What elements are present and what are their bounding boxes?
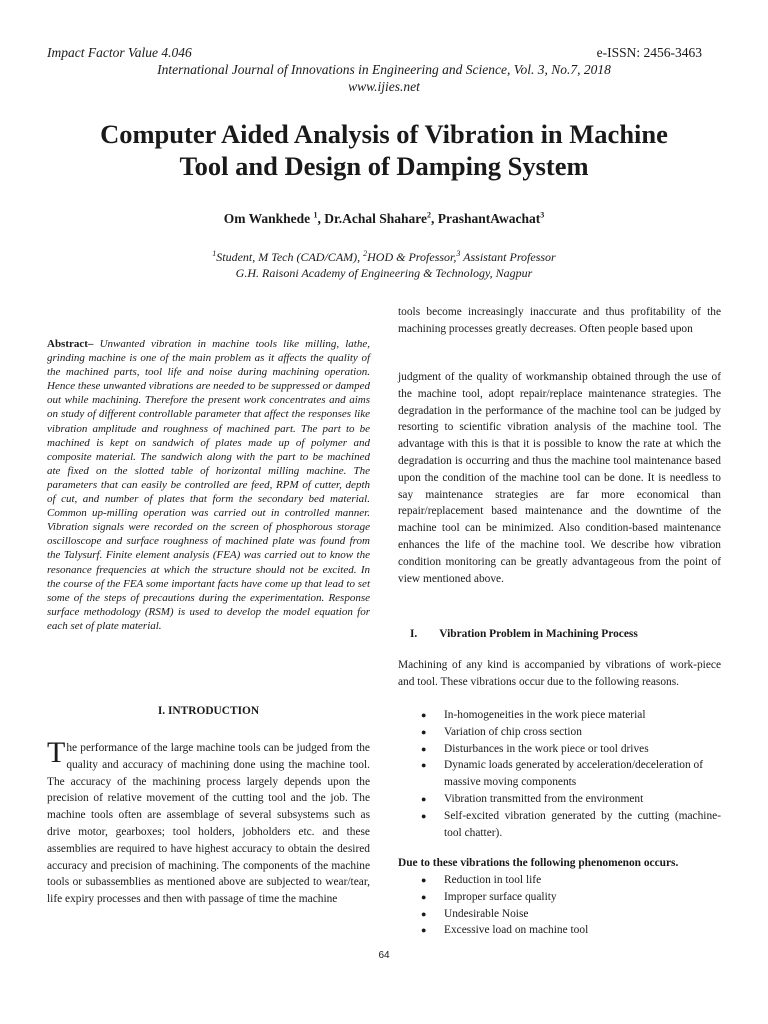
author-3-sup: 3 <box>540 210 545 220</box>
list-item: ● Undesirable Noise <box>398 906 721 923</box>
list-item: ● Reduction in tool life <box>398 872 721 889</box>
abstract <box>47 337 370 633</box>
section-heading-vibration <box>410 626 720 643</box>
phenomenon-heading: Due to these vibrations the following phenomenon occurs. <box>398 857 679 869</box>
author-2: Dr.Achal Shahare <box>324 211 428 226</box>
introduction-paragraph <box>47 736 370 908</box>
issn: e-ISSN: 2456-3463 <box>596 45 702 60</box>
journal-website: www.ijies.net <box>348 79 420 94</box>
introduction-text: he performance of the large machine tools can be judged from the quality and accuracy of machining done using the machine tool. The accuracy of the machining process largely depends upon the precision of relative movement of the cutting tool and the job. The machine tools often are assemblage of several subsystems such as drive motor, gearboxes; tool holders, jobholders etc. and these assemblies are required to have highest accuracy to obtain the desired accuracy and precision of machining. The components of the machine tools or subassemblies as mentioned above are subjected to wear/tear, life expiry processes and then with passage of time the machine <box>47 742 370 906</box>
list-item: ● Self-excited vibration generated by the cutting (machine-tool chatter). <box>421 809 721 839</box>
affil-role-1: Student, M Tech (CAD/CAM), <box>216 250 364 264</box>
abstract-text: Unwanted vibration in machine tools like milling, lathe, grinding machine is one of the main problem as it affects the quality of the machined parts, tool life and noise during machining operation. Hence these unwanted vibrations are needed to be suppressed or damped out while machining. Therefore the present work concentrates and aims on study of different controllable parameter that affect the responses like vibration amplitude and roughness of machined part. The part to be machined is kept on sandwich of plates made up of polymer and composite material. The sandwich along with the part to be machined ate fixed on the slotted table of horizontal milling machine. The parameters that can easily be controlled are feed, RPM of cutter, depth of cut, and number of plates that form the secondary bed material. Common up-milling operation was carried out in controlled manner. Vibration signals were recorded on the screen of phosphorous storage oscilloscope and surface roughness of machined plate was found from the Talysurf. Finite element analysis (FEA) was carried out to know the resonance frequencies at which the structure should not be excited. In the course of the FEA some important facts have come up that lead to set some of the steps of precautions during the experimentation. Response surface methodology (RSM) is used to develop the model equation for each set of plate material. <box>47 338 371 632</box>
authors <box>0 211 768 227</box>
bullet-icon: ● <box>421 891 427 902</box>
section-title: Vibration Problem in Machining Process <box>439 628 638 640</box>
right-paragraph-3: Machining of any kind is accompanied by vibrations of work-piece and tool. These vibrations occur due to the following reasons. <box>398 659 721 688</box>
page-number: 64 <box>378 950 390 961</box>
bullet-icon: ● <box>421 810 427 821</box>
affil-role-3: Assistant Professor <box>460 250 556 264</box>
author-sep-2: , <box>431 211 438 226</box>
affiliation-roles <box>0 250 768 265</box>
list-item: ● Excessive load on machine tool <box>398 922 721 939</box>
affil-sup-1: 1 <box>212 249 217 258</box>
bullet-icon: ● <box>421 726 427 737</box>
impact-factor: Impact Factor Value 4.046 <box>47 45 192 60</box>
list-item: ● Improper surface quality <box>398 889 721 906</box>
bullet-icon: ● <box>421 760 427 771</box>
list-item: ● Disturbances in the work piece or tool drives <box>398 741 721 758</box>
bullet-icon: ● <box>421 908 427 919</box>
dropcap-letter: T <box>47 736 66 769</box>
author-2-sup: 2 <box>427 210 432 220</box>
author-1: Om Wankhede <box>223 211 311 226</box>
author-1-sup: 1 <box>313 210 318 220</box>
section-number: I. <box>410 628 418 640</box>
list-item: ● Dynamic loads generated by acceleration/deceleration of massive moving components <box>421 759 704 789</box>
author-sep-1: , <box>317 211 325 226</box>
right-paragraph-2: judgment of the quality of workmanship obtained through the use of the machine tool, adopt repair/replace maintenance strategies. The degradation in the performance of the machine tool can be judged by resorting to scientific vibration analysis of the machine tool. The advantage with this is that it is possible to know the rate at which the degradation is occurring and thus the machine tool maintenance based upon the condition of the machine tool can be done. It is needless to say maintenance strategies are far more economical than repair/replacement based maintenance and the downtime of the machine tool can be minimized. Also condition-based maintenance enhances the life of the machine tool. We describe how vibration condition monitoring can be greatly advantageous from the point of view mentioned above. <box>398 371 721 585</box>
bullet-icon: ● <box>421 875 427 885</box>
introduction-heading: I. INTRODUCTION <box>157 705 260 717</box>
title-line-2: Tool and Design of Damping System <box>179 151 589 181</box>
list-item: ● Vibration transmitted from the environment <box>398 791 721 808</box>
bullet-icon: ● <box>421 710 427 720</box>
affil-role-2: HOD & Professor, <box>367 250 457 264</box>
bullet-icon: ● <box>421 925 427 936</box>
title-line-1: Computer Aided Analysis of Vibration in Machine <box>100 119 668 149</box>
journal-name: International Journal of Innovations in Engineering and Science, Vol. 3, No.7, 2018 <box>157 62 611 77</box>
phenomena-list <box>398 872 721 939</box>
abstract-label: Abstract– <box>47 338 94 350</box>
list-item: ● Variation of chip cross section <box>398 724 721 741</box>
paper-title <box>0 118 768 182</box>
right-paragraph-1: tools become increasingly inaccurate and thus profitability of the machining processes greatly decreases. Often people based upon <box>398 306 721 335</box>
affil-sup-2: 2 <box>363 249 368 258</box>
bullet-icon: ● <box>421 743 427 754</box>
affiliation-institute: G.H. Raisoni Academy of Engineering & Technology, Nagpur <box>235 266 533 280</box>
reasons-list <box>398 707 721 841</box>
list-item: ● In-homogeneities in the work piece material <box>398 707 721 724</box>
author-3: PrashantAwachat <box>437 211 541 226</box>
bullet-icon: ● <box>421 793 427 804</box>
affil-sup-3: 3 <box>456 249 461 258</box>
